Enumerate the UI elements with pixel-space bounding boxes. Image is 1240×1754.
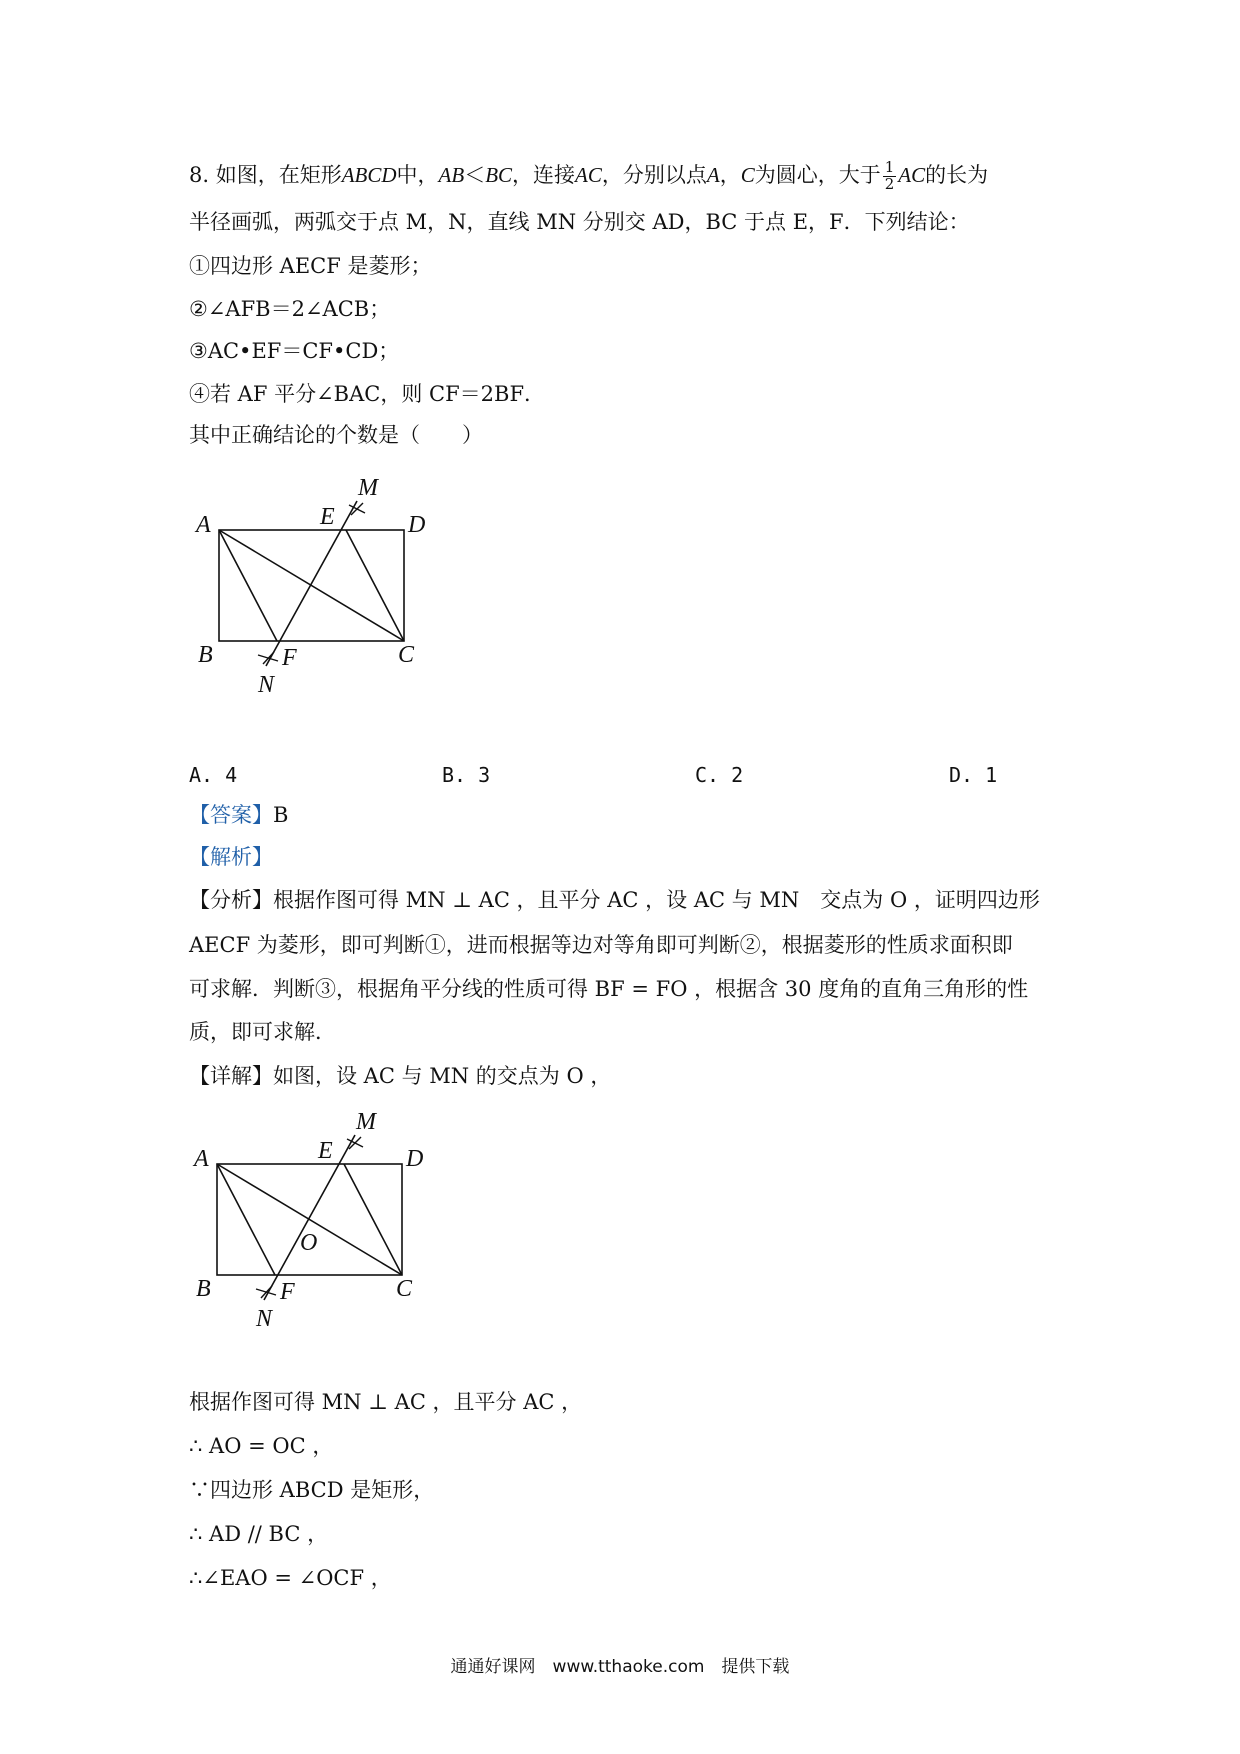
label-n: N (256, 1306, 273, 1332)
option-b: B. 3 (442, 763, 491, 787)
label-a: A (196, 512, 211, 538)
label-b: B (196, 1276, 211, 1302)
proof-line-5: ∴∠EAO = ∠OCF ， (189, 1566, 392, 1590)
text: ，连接 (512, 162, 576, 187)
label-c: C (398, 642, 415, 668)
question-line-2: 半径画弧，两弧交于点 M，N，直线 MN 分别交 AD，BC 于点 E，F．下列结论： (189, 210, 970, 234)
answer-line (189, 805, 288, 826)
text: 根据作图可得 MN ⊥ AC ，且平分 AC ，设 AC 与 MN 交点为 O ，证明四边形 (273, 888, 1040, 912)
analysis-line-4: 质，即可求解． (189, 1020, 336, 1044)
proof-line-4: ∴ AD // BC ， (189, 1522, 329, 1546)
analysis-line-1 (189, 890, 1040, 911)
segment-ac (217, 1164, 402, 1275)
conclusion-3: ③AC•EF＝CF•CD； (189, 339, 400, 363)
text: ABCD (341, 162, 397, 187)
text: ＜ (464, 162, 486, 187)
text: 的长为 (925, 162, 989, 187)
detail-line-1 (189, 1066, 611, 1087)
label-n: N (258, 672, 275, 698)
label-c: C (396, 1276, 413, 1302)
label-b: B (198, 642, 213, 668)
text: 8. 如图，在矩形 (189, 162, 342, 187)
page-footer: 通通好课网 www.tthaoke.com 提供下载 (450, 1657, 790, 1677)
text: 如图，设 AC 与 MN 的交点为 O ， (273, 1064, 612, 1088)
label-e: E (320, 504, 335, 530)
option-d: D. 1 (949, 763, 998, 787)
conclusion-2: ②∠AFB＝2∠ACB； (189, 297, 391, 321)
label-e: E (318, 1138, 333, 1164)
option-a: A. 4 (189, 763, 238, 787)
segment-ac (219, 530, 404, 641)
question-line-1 (189, 160, 988, 193)
text: AC (575, 162, 602, 187)
label-f: F (282, 645, 297, 671)
analysis-line-3: 可求解．判断③，根据角平分线的性质可得 BF = FO ，根据含 30 度角的直角三角形的性 (189, 977, 1029, 1001)
proof-line-3: ∵四边形 ABCD 是矩形， (189, 1478, 435, 1502)
analysis-line-2: AECF 为菱形，即可判断①，进而根据等边对等角即可判断②，根据菱形的性质求面积即 (189, 933, 1013, 957)
text: ， (719, 162, 741, 187)
label-a: A (194, 1146, 209, 1172)
label-d: D (408, 512, 426, 538)
text: C (740, 162, 755, 187)
text: ，分别以点 (601, 162, 707, 187)
option-c: C. 2 (695, 763, 744, 787)
text: A (706, 162, 720, 187)
fraction-half (883, 160, 897, 193)
geometry-figure-1 (190, 460, 450, 700)
conclusion-4: ④若 AF 平分∠BAC，则 CF＝2BF． (189, 382, 546, 406)
label-o: O (300, 1230, 318, 1256)
answer-value: B (273, 803, 289, 827)
conclusion-1: ①四边形 AECF 是菱形； (189, 254, 432, 278)
label-d: D (406, 1146, 424, 1172)
geometry-figure-2 (188, 1092, 448, 1337)
detail-tag: 【详解】 (189, 1064, 273, 1088)
fraction-denominator: 2 (884, 174, 895, 193)
text: BC (485, 162, 513, 187)
label-m: M (356, 1109, 376, 1135)
text: AB (438, 162, 465, 187)
analysis-heading: 【解析】 (189, 845, 273, 869)
text: 中， (396, 162, 439, 187)
fraction-numerator: 1 (884, 158, 895, 176)
text: AC (898, 162, 926, 187)
proof-line-1: 根据作图可得 MN ⊥ AC ，且平分 AC ， (189, 1390, 583, 1414)
analysis-tag: 【分析】 (189, 888, 273, 912)
label-m: M (358, 475, 378, 501)
proof-line-2: ∴ AO = OC ， (189, 1434, 334, 1458)
label-f: F (280, 1279, 295, 1305)
text: 为圆心，大于 (754, 162, 881, 187)
answer-tag: 【答案】 (189, 803, 273, 827)
question-prompt: 其中正确结论的个数是（ ） (189, 423, 483, 447)
